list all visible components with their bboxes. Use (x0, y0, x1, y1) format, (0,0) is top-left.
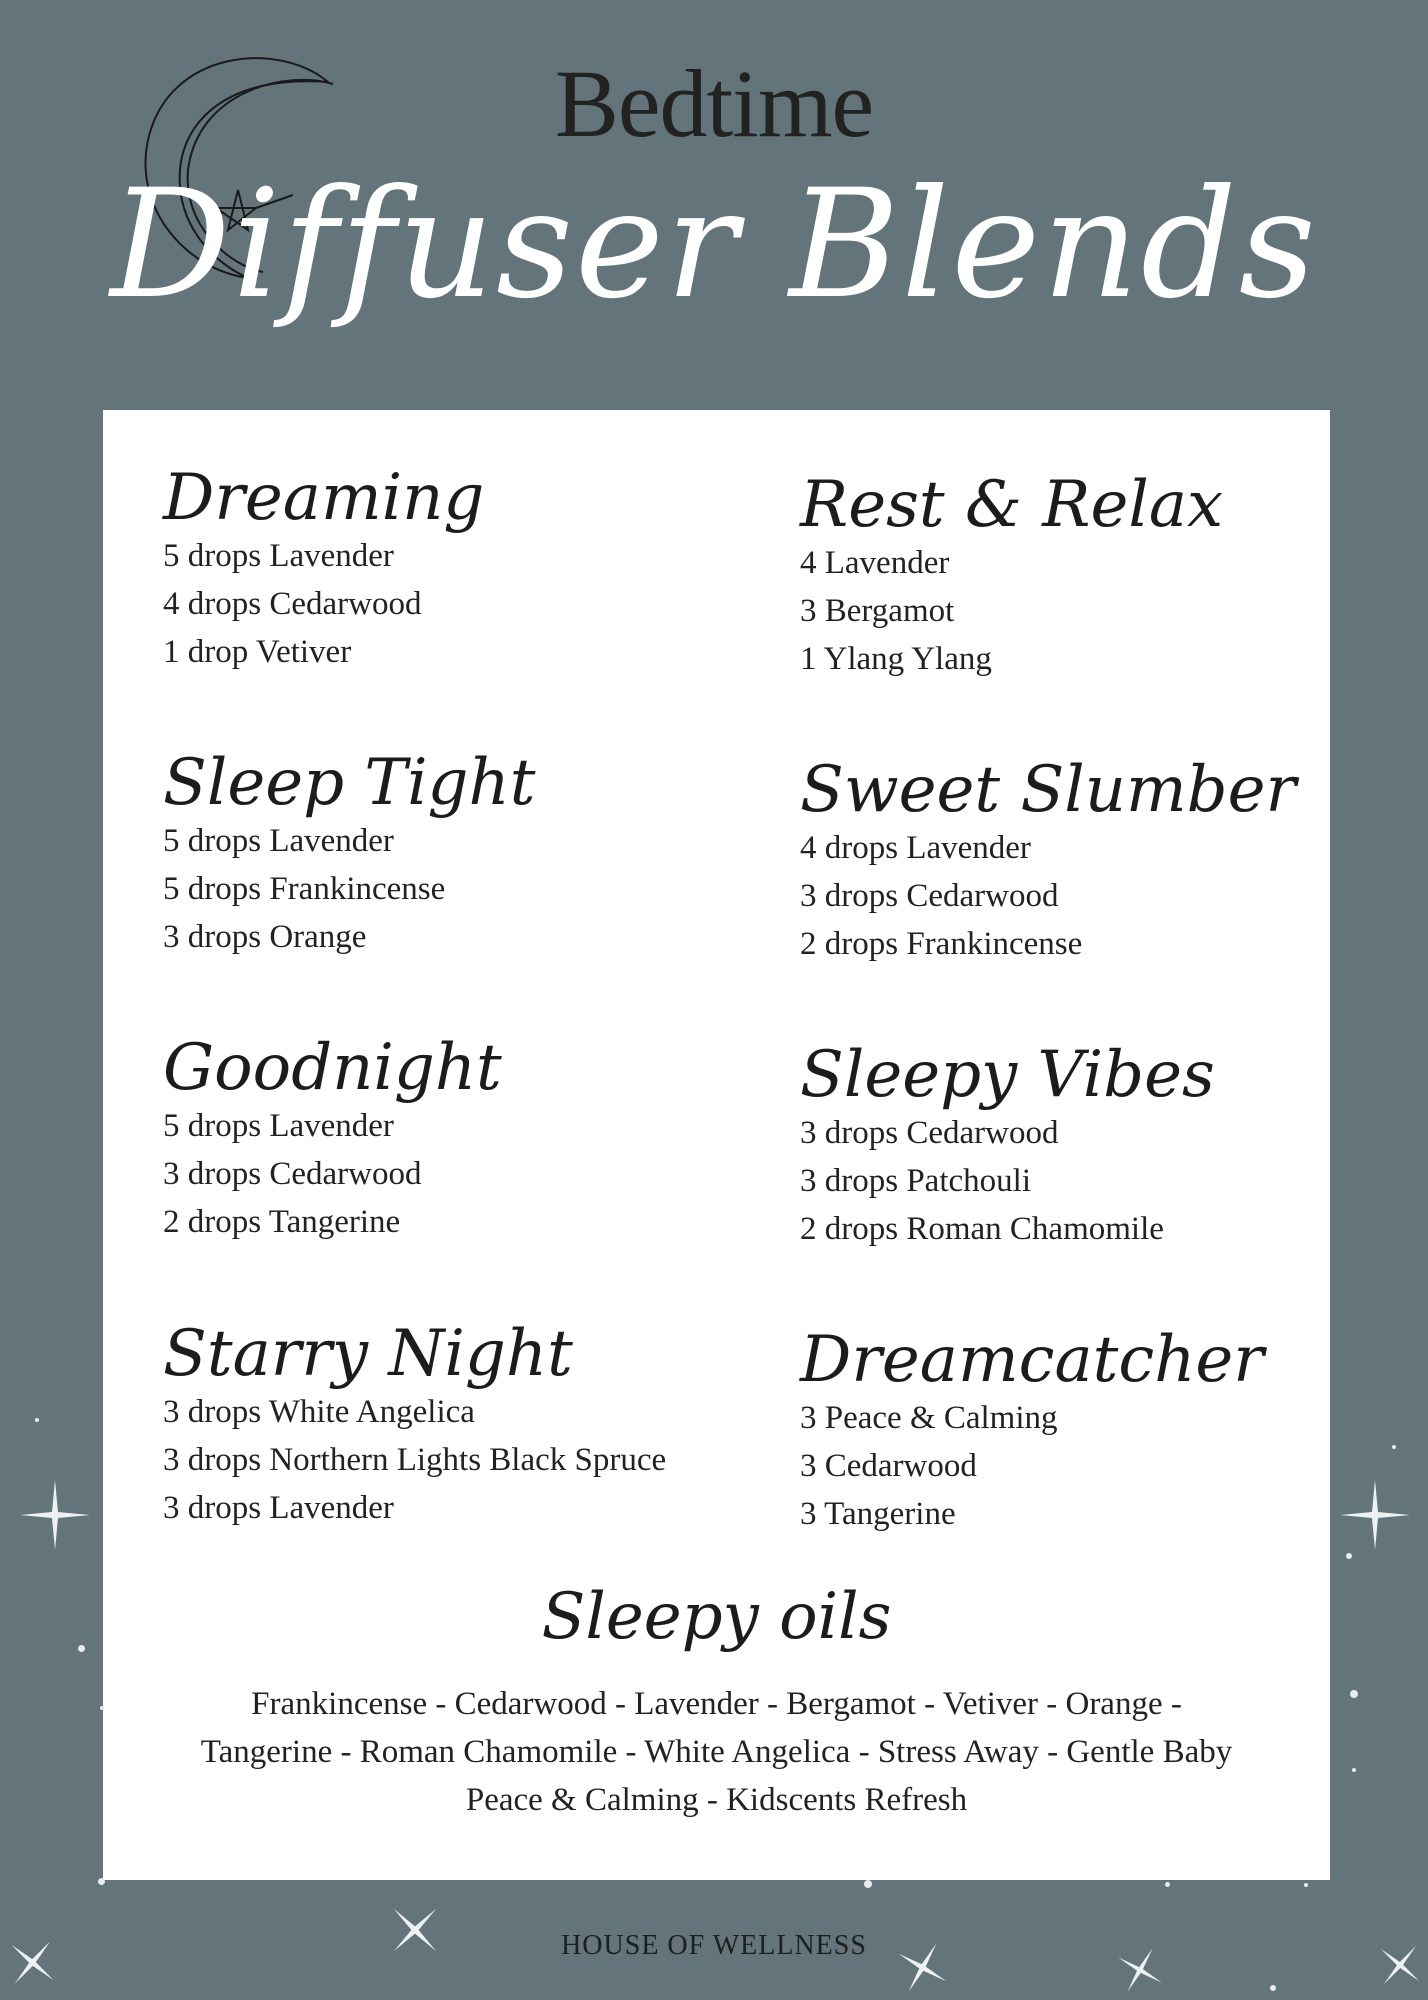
blend-ingredient: 3 drops Cedarwood (800, 878, 1059, 914)
blend-ingredient: 2 drops Tangerine (163, 1204, 401, 1240)
footer-brand: HOUSE OF WELLNESS (561, 1930, 867, 1961)
blend-ingredient: 3 drops Cedarwood (163, 1156, 422, 1192)
sparkle-dot (1350, 1690, 1358, 1698)
blend-ingredient: 3 drops Lavender (163, 1490, 394, 1526)
page-subtitle: Diffuser Blends (110, 158, 1318, 332)
sparkle-dot (35, 1418, 39, 1422)
page-title: Bedtime (554, 50, 874, 157)
blend-title: Sweet Slumber (800, 753, 1297, 827)
sparkle-star-icon (20, 1480, 90, 1550)
blend-sleepy-vibes (800, 1007, 1360, 1253)
sparkle-dot (864, 1880, 872, 1888)
blend-goodnight (163, 1000, 723, 1246)
blend-title: Sleep Tight (163, 746, 536, 820)
sleepy-oils-title: Sleepy oils (541, 1580, 892, 1654)
sleepy-oils-line: Frankincense - Cedarwood - Lavender - Bergamot - Vetiver - Orange - (251, 1686, 1182, 1722)
sparkle-dot (100, 1706, 104, 1710)
blend-ingredient: 5 drops Lavender (163, 538, 394, 574)
blend-dreamcatcher (800, 1292, 1360, 1538)
blend-ingredient: 3 Cedarwood (800, 1448, 977, 1484)
sleepy-oils-line: Tangerine - Roman Chamomile - White Angelica - Stress Away - Gentle Baby (200, 1734, 1233, 1770)
blend-ingredient: 3 drops White Angelica (163, 1394, 475, 1430)
blend-title: Dreaming (163, 461, 485, 535)
sparkle-star-icon (1340, 1480, 1410, 1550)
blend-sweet-slumber (800, 722, 1360, 968)
blend-ingredient: 3 Bergamot (800, 593, 955, 629)
blend-ingredient: 3 drops Orange (163, 919, 367, 955)
blend-ingredient: 5 drops Frankincense (163, 871, 446, 907)
blend-ingredient: 2 drops Frankincense (800, 926, 1083, 962)
blend-title: Dreamcatcher (800, 1323, 1264, 1397)
sparkle-dot (1270, 1985, 1276, 1991)
sparkle-dot (1304, 1883, 1308, 1887)
blend-dreaming (163, 430, 723, 676)
sleepy-oils-list (143, 1680, 1290, 1824)
blend-ingredient: 3 Peace & Calming (800, 1400, 1058, 1436)
blend-rest-and-relax (800, 437, 1360, 683)
sparkle-dot (1346, 1553, 1352, 1559)
blend-ingredient: 1 drop Vetiver (163, 634, 352, 670)
blend-ingredient: 4 Lavender (800, 545, 950, 581)
blend-ingredient: 2 drops Roman Chamomile (800, 1211, 1164, 1247)
blend-ingredient: 3 Tangerine (800, 1496, 956, 1532)
sparkle-dot (78, 1645, 85, 1652)
sparkle-dot (98, 1878, 105, 1885)
sparkle-dot (1392, 1445, 1396, 1449)
sparkle-dot (1352, 1768, 1356, 1772)
blends-card (103, 410, 1330, 1880)
blend-title: Goodnight (163, 1031, 502, 1105)
sleepy-oils-line: Peace & Calming - Kidscents Refresh (465, 1782, 968, 1818)
blend-title: Sleepy Vibes (800, 1038, 1215, 1112)
blend-title: Rest & Relax (800, 468, 1224, 542)
blend-ingredient: 1 Ylang Ylang (800, 641, 992, 677)
blend-ingredient: 3 drops Cedarwood (800, 1115, 1059, 1151)
blend-ingredient: 5 drops Lavender (163, 823, 394, 859)
blend-title: Starry Night (163, 1317, 573, 1391)
blend-ingredient: 3 drops Northern Lights Black Spruce (163, 1442, 667, 1478)
blend-sleep-tight (163, 715, 723, 961)
sparkle-dot (1165, 1882, 1170, 1887)
blend-ingredient: 4 drops Lavender (800, 830, 1031, 866)
blend-ingredient: 4 drops Cedarwood (163, 586, 422, 622)
blend-ingredient: 5 drops Lavender (163, 1108, 394, 1144)
blend-ingredient: 3 drops Patchouli (800, 1163, 1031, 1199)
blend-starry-night (163, 1286, 723, 1532)
